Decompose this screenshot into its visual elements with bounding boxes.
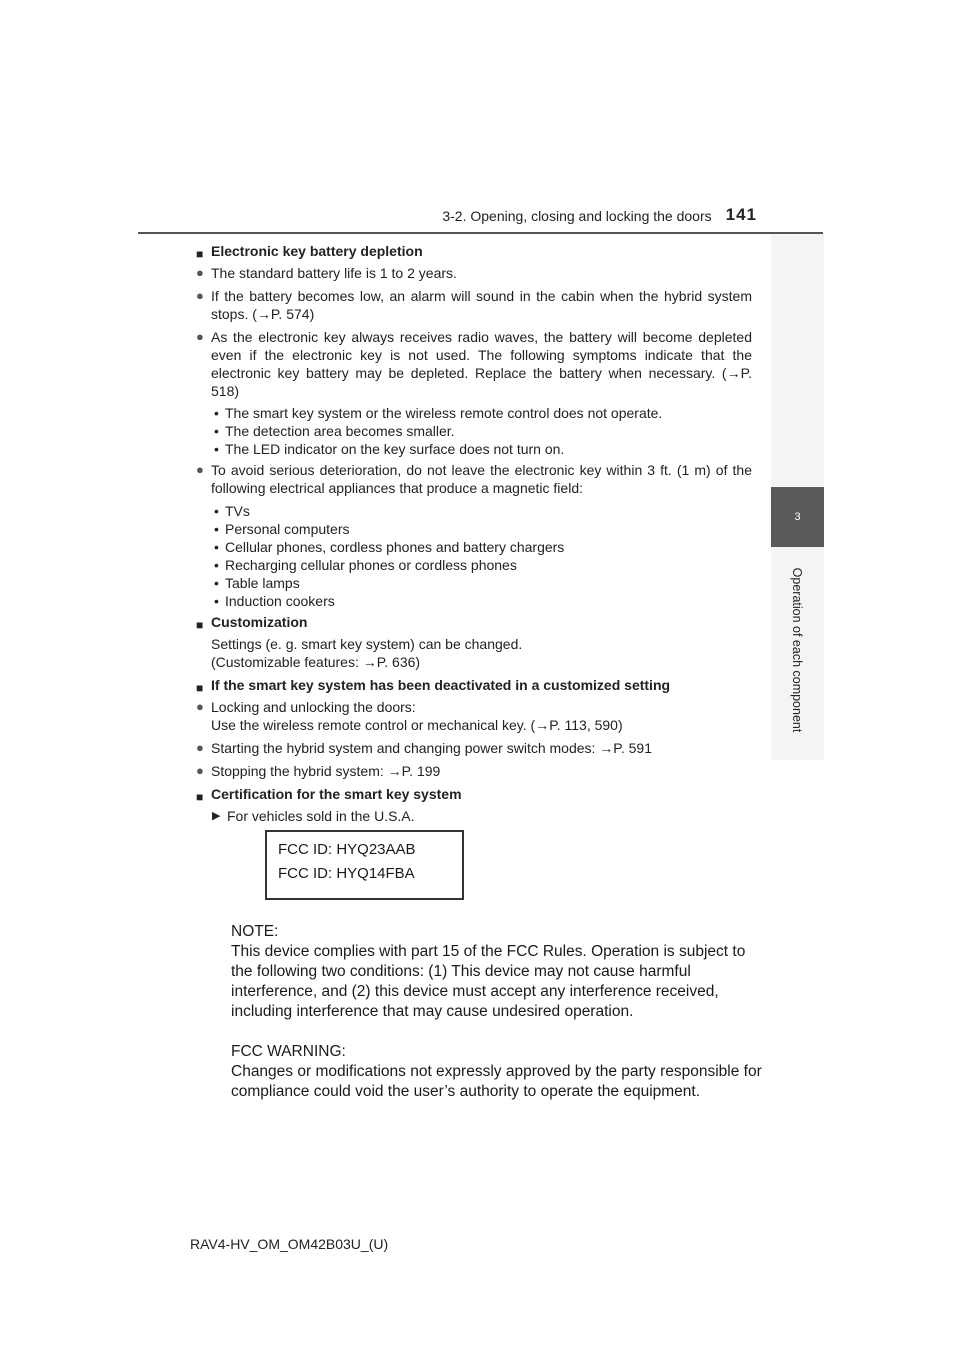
main-content [196,240,752,829]
list-item: • Cellular phones, cordless phones and battery chargers [214,539,565,555]
chapter-title: Operation of each component [790,567,804,733]
triangle-right-icon: ▶ [212,810,221,822]
bullet-item: ● The standard battery life is 1 to 2 years. [196,265,457,281]
square-bullet-icon: ■ [196,790,204,804]
circle-bullet-icon: ● [196,462,204,477]
fcc-id-label: FCC ID: HYQ23AAB FCC ID: HYQ14FBA [265,830,464,900]
fcc-note-paragraph: NOTE: This device complies with part 15 of the FCC Rules. Operation is subject to the following two conditions: (1) This device may not cause harmful interference, and (2) this device must accept any interference received, including interference that may cause undesired operation. [231,923,746,1020]
fcc-notice [231,922,771,1122]
bullet-item: ● If the battery becomes low, an alarm will sound in the cabin when the hybrid system stops. (→P. 574) [196,288,752,322]
chapter-tab [771,487,824,547]
bullet-item: ● Locking and unlocking the doors: Use the wireless remote control or mechanical key. (→P. 113, 590) [196,699,623,733]
list-item: • The LED indicator on the key surface does not turn on. [214,441,565,457]
list-item: • The smart key system or the wireless remote control does not operate. [214,405,663,421]
header-rule [138,232,823,234]
heading-customization: ■ Customization [196,614,308,632]
page-header [395,202,757,230]
circle-bullet-icon: ● [196,740,204,755]
square-bullet-icon: ■ [196,247,204,261]
list-item: • Induction cookers [214,593,335,609]
region-note: ▶ For vehicles sold in the U.S.A. [212,808,415,824]
heading-smart-key-deactivated: ■ If the smart key system has been deactivated in a customized setting [196,677,671,695]
page-number: 141 [725,205,757,224]
list-item: • Personal computers [214,521,350,537]
bullet-item: ● As the electronic key always receives radio waves, the battery will become depleted even if the electronic key is not used. The following symptoms indicate that the electronic key battery may be depleted. Replace the battery when necessary. (→P. 518) [196,329,752,399]
fcc-warning-paragraph: FCC WARNING: Changes or modifications not expressly approved by the party responsible for compliance could void the user’s authority to operate the equipment. [231,1043,762,1100]
chapter-number: 3 [794,511,801,523]
customization-text: Settings (e. g. smart key system) can be changed. (Customizable features: →P. 636) [211,636,523,670]
bullet-item: ● To avoid serious deterioration, do not leave the electronic key within 3 ft. (1 m) of the following electrical appliances that produce a magnetic field: [196,462,752,496]
sidetab-upper [771,234,824,487]
circle-bullet-icon: ● [196,763,204,778]
heading-certification: ■ Certification for the smart key system [196,786,462,804]
list-item: • The detection area becomes smaller. [214,423,455,439]
circle-bullet-icon: ● [196,265,204,280]
circle-bullet-icon: ● [196,699,204,714]
list-item: • Table lamps [214,575,300,591]
list-item: • TVs [214,503,250,519]
doc-code: RAV4-HV_OM_OM42B03U_(U) [190,1236,389,1252]
appliance-list [196,502,752,610]
circle-bullet-icon: ● [196,329,204,344]
square-bullet-icon: ■ [196,618,204,632]
section-title: 3-2. Opening, closing and locking the doors [442,208,712,224]
bullet-item: ● Stopping the hybrid system: →P. 199 [196,763,441,779]
heading-battery-depletion: ■ Electronic key battery depletion [196,243,423,261]
list-item: • Recharging cellular phones or cordless phones [214,557,517,573]
square-bullet-icon: ■ [196,681,204,695]
symptom-list [196,404,752,458]
bullet-item: ● Starting the hybrid system and changing power switch modes: →P. 591 [196,740,652,756]
circle-bullet-icon: ● [196,288,204,303]
